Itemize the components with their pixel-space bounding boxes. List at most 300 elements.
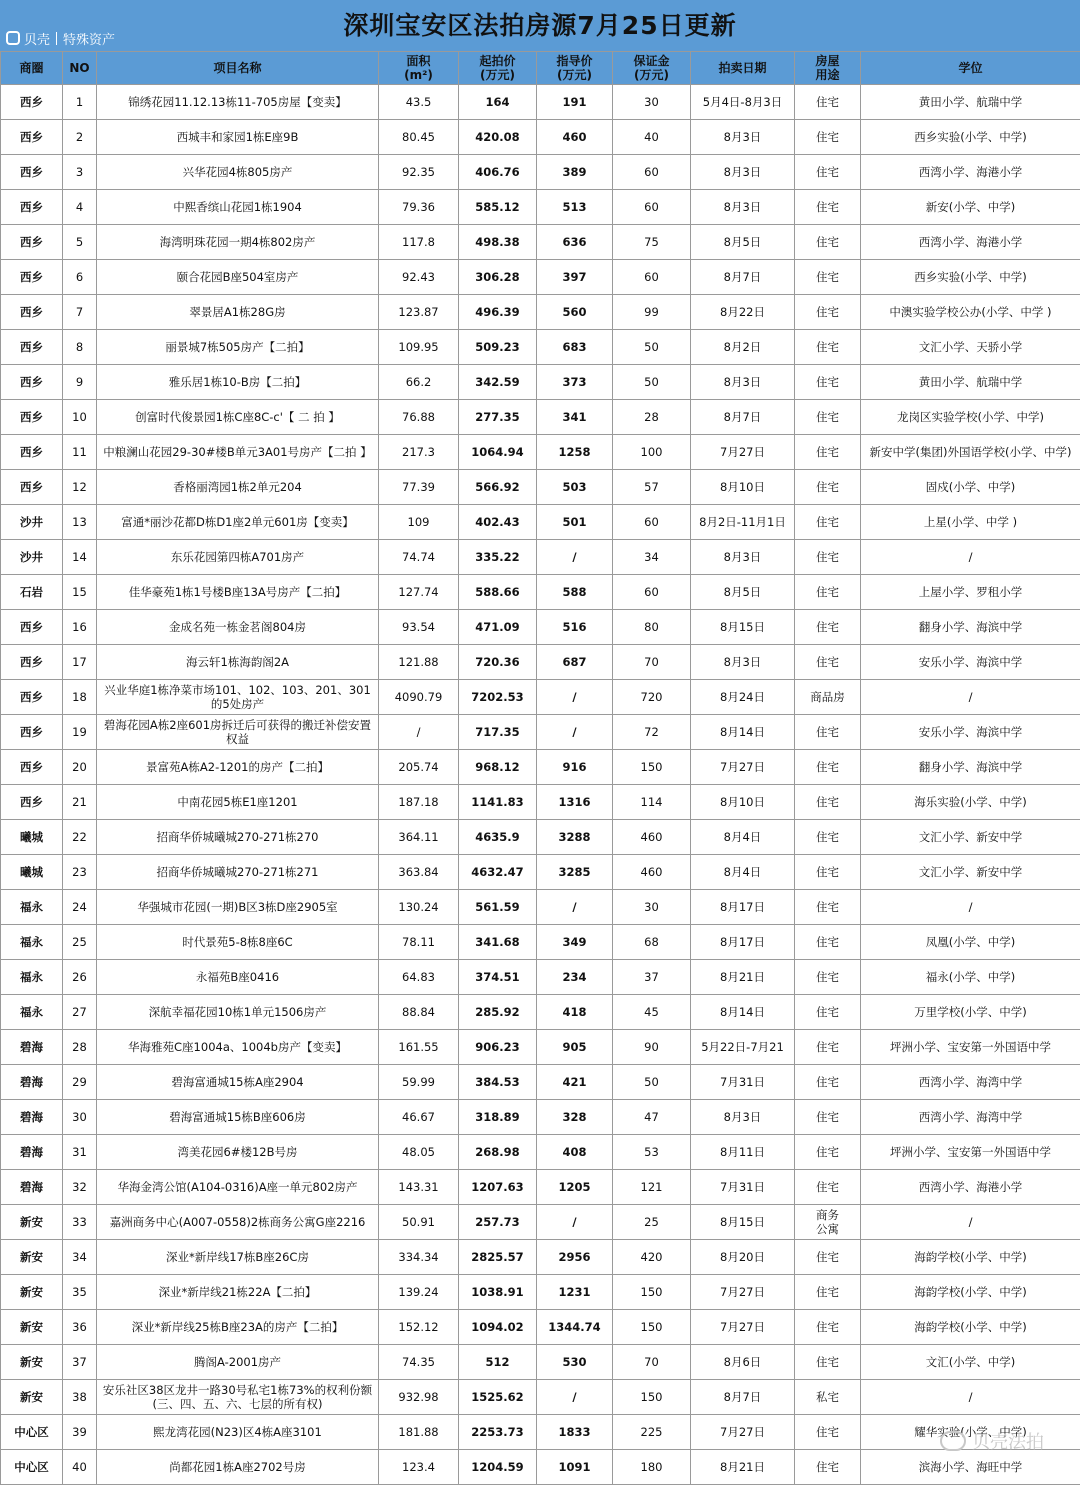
deposit-cell: 90 (613, 1030, 691, 1065)
start-price-cell: 341.68 (459, 925, 537, 960)
deposit-cell: 70 (613, 645, 691, 680)
start-price-cell: 1038.91 (459, 1275, 537, 1310)
school-cell: / (861, 680, 1080, 715)
auction-date-cell: 7月31日 (691, 1065, 795, 1100)
auction-date-cell: 8月2日-11月1日 (691, 505, 795, 540)
auction-date-cell: 8月3日 (691, 190, 795, 225)
area-cell: 48.05 (379, 1135, 459, 1170)
auction-date-cell: 7月27日 (691, 435, 795, 470)
auction-date-cell: 8月3日 (691, 645, 795, 680)
usage-cell: 住宅 (795, 330, 861, 365)
usage-cell: 住宅 (795, 575, 861, 610)
number-cell: 2 (63, 120, 97, 155)
area-cell: 77.39 (379, 470, 459, 505)
auction-date-cell: 8月3日 (691, 540, 795, 575)
table-row (1, 680, 1080, 715)
start-price-cell: 4635.9 (459, 820, 537, 855)
auction-date-cell: 8月24日 (691, 680, 795, 715)
project-cell: 金成名苑一栋金茗阁804房 (97, 610, 379, 645)
area-cell: 43.5 (379, 85, 459, 120)
deposit-cell: 60 (613, 155, 691, 190)
auction-date-cell: 8月7日 (691, 1380, 795, 1415)
table-row (1, 1030, 1080, 1065)
guide-price-cell: 1205 (537, 1170, 613, 1205)
district-cell: 新安 (1, 1275, 63, 1310)
district-cell: 碧海 (1, 1135, 63, 1170)
number-cell: 5 (63, 225, 97, 260)
auction-date-cell: 8月2日 (691, 330, 795, 365)
table-row (1, 365, 1080, 400)
project-cell: 景富苑A栋A2-1201的房产【二拍】 (97, 750, 379, 785)
project-cell: 中熙香缤山花园1栋1904 (97, 190, 379, 225)
number-cell: 40 (63, 1450, 97, 1485)
school-cell: 海韵学校(小学、中学) (861, 1310, 1080, 1345)
deposit-cell: 30 (613, 890, 691, 925)
district-cell: 西乡 (1, 785, 63, 820)
usage-cell: 住宅 (795, 925, 861, 960)
table-row (1, 1380, 1080, 1415)
guide-price-cell: 397 (537, 260, 613, 295)
guide-price-cell: 636 (537, 225, 613, 260)
usage-cell: 住宅 (795, 995, 861, 1030)
project-cell: 海云轩1栋海韵阁2A (97, 645, 379, 680)
deposit-cell: 60 (613, 505, 691, 540)
usage-cell: 住宅 (795, 1450, 861, 1485)
district-cell: 福永 (1, 925, 63, 960)
table-row (1, 750, 1080, 785)
start-price-cell: 1094.02 (459, 1310, 537, 1345)
start-price-cell: 968.12 (459, 750, 537, 785)
project-cell: 佳华豪苑1栋1号楼B座13A号房产【二拍】 (97, 575, 379, 610)
district-cell: 中心区 (1, 1450, 63, 1485)
area-cell: 109.95 (379, 330, 459, 365)
deposit-cell: 68 (613, 925, 691, 960)
area-cell: 92.35 (379, 155, 459, 190)
guide-price-cell: 408 (537, 1135, 613, 1170)
start-price-cell: 384.53 (459, 1065, 537, 1100)
guide-price-cell: 341 (537, 400, 613, 435)
start-price-cell: 318.89 (459, 1100, 537, 1135)
area-cell: 187.18 (379, 785, 459, 820)
project-cell: 尚都花园1栋A座2702号房 (97, 1450, 379, 1485)
usage-cell: 住宅 (795, 190, 861, 225)
school-cell: / (861, 1380, 1080, 1415)
brand-sub: 特殊资产 (63, 32, 116, 48)
district-cell: 福永 (1, 890, 63, 925)
brand-name: 贝壳 (24, 32, 51, 48)
start-price-cell: 498.38 (459, 225, 537, 260)
table-row (1, 470, 1080, 505)
number-cell: 22 (63, 820, 97, 855)
area-cell: 364.11 (379, 820, 459, 855)
project-cell: 腾阁A-2001房产 (97, 1345, 379, 1380)
district-cell: 新安 (1, 1205, 63, 1240)
area-cell: 127.74 (379, 575, 459, 610)
table-row (1, 890, 1080, 925)
table-row (1, 540, 1080, 575)
number-cell: 15 (63, 575, 97, 610)
area-cell: 79.36 (379, 190, 459, 225)
deposit-cell: 150 (613, 750, 691, 785)
number-cell: 29 (63, 1065, 97, 1100)
district-cell: 碧海 (1, 1065, 63, 1100)
start-price-cell: 906.23 (459, 1030, 537, 1065)
table-row (1, 855, 1080, 890)
usage-cell: 住宅 (795, 1415, 861, 1450)
start-price-cell: 2825.57 (459, 1240, 537, 1275)
deposit-cell: 50 (613, 330, 691, 365)
start-price-cell: 496.39 (459, 295, 537, 330)
project-cell: 招商华侨城曦城270-271栋271 (97, 855, 379, 890)
table-row (1, 785, 1080, 820)
start-price-cell: 374.51 (459, 960, 537, 995)
auction-date-cell: 8月10日 (691, 785, 795, 820)
area-cell: 123.87 (379, 295, 459, 330)
guide-price-cell: 588 (537, 575, 613, 610)
school-cell: 西湾小学、海港小学 (861, 155, 1080, 190)
start-price-cell: 406.76 (459, 155, 537, 190)
table-row (1, 820, 1080, 855)
start-price-cell: 1141.83 (459, 785, 537, 820)
table-body (1, 85, 1080, 1485)
auction-date-cell: 8月3日 (691, 120, 795, 155)
deposit-cell: 30 (613, 85, 691, 120)
deposit-cell: 150 (613, 1380, 691, 1415)
number-cell: 30 (63, 1100, 97, 1135)
area-cell: 59.99 (379, 1065, 459, 1100)
guide-price-cell: 328 (537, 1100, 613, 1135)
number-cell: 31 (63, 1135, 97, 1170)
guide-price-cell: 1231 (537, 1275, 613, 1310)
auction-date-cell: 8月3日 (691, 1100, 795, 1135)
school-cell: 福永(小学、中学) (861, 960, 1080, 995)
auction-date-cell: 5月22日-7月21 (691, 1030, 795, 1065)
table-row (1, 85, 1080, 120)
table-row (1, 1345, 1080, 1380)
school-cell: 滨海小学、海旺中学 (861, 1450, 1080, 1485)
number-cell: 8 (63, 330, 97, 365)
usage-cell: 私宅 (795, 1380, 861, 1415)
deposit-cell: 225 (613, 1415, 691, 1450)
usage-cell: 住宅 (795, 1135, 861, 1170)
number-cell: 14 (63, 540, 97, 575)
deposit-cell: 80 (613, 610, 691, 645)
guide-price-cell: / (537, 680, 613, 715)
table-row (1, 505, 1080, 540)
deposit-cell: 72 (613, 715, 691, 750)
area-cell: 205.74 (379, 750, 459, 785)
district-cell: 沙井 (1, 505, 63, 540)
usage-cell: 住宅 (795, 1170, 861, 1205)
guide-price-cell: 1258 (537, 435, 613, 470)
auction-date-cell: 8月5日 (691, 225, 795, 260)
district-cell: 西乡 (1, 645, 63, 680)
number-cell: 27 (63, 995, 97, 1030)
deposit-cell: 25 (613, 1205, 691, 1240)
start-price-cell: 285.92 (459, 995, 537, 1030)
deposit-cell: 60 (613, 575, 691, 610)
table-row (1, 120, 1080, 155)
guide-price-cell: 1344.74 (537, 1310, 613, 1345)
area-cell: 143.31 (379, 1170, 459, 1205)
table-row (1, 1065, 1080, 1100)
school-cell: / (861, 1205, 1080, 1240)
deposit-cell: 47 (613, 1100, 691, 1135)
header-usage-col: 房屋 用途 (795, 52, 861, 85)
area-cell: 92.43 (379, 260, 459, 295)
deposit-cell: 57 (613, 470, 691, 505)
school-cell: 坪洲小学、宝安第一外国语中学 (861, 1030, 1080, 1065)
header-deposit-col: 保证金 (万元) (613, 52, 691, 85)
area-cell: 932.98 (379, 1380, 459, 1415)
district-cell: 西乡 (1, 750, 63, 785)
number-cell: 19 (63, 715, 97, 750)
project-cell: 雅乐居1栋10-B房【二拍】 (97, 365, 379, 400)
district-cell: 新安 (1, 1240, 63, 1275)
auction-date-cell: 8月3日 (691, 365, 795, 400)
usage-cell: 住宅 (795, 225, 861, 260)
guide-price-cell: 683 (537, 330, 613, 365)
school-cell: 海乐实验(小学、中学) (861, 785, 1080, 820)
number-cell: 4 (63, 190, 97, 225)
auction-date-cell: 8月17日 (691, 925, 795, 960)
table-row (1, 260, 1080, 295)
school-cell: 西湾小学、海港小学 (861, 225, 1080, 260)
deposit-cell: 37 (613, 960, 691, 995)
school-cell: 上屋小学、罗租小学 (861, 575, 1080, 610)
school-cell: 文汇小学、新安中学 (861, 820, 1080, 855)
number-cell: 26 (63, 960, 97, 995)
number-cell: 9 (63, 365, 97, 400)
project-cell: 深航幸福花园10栋1单元1506房产 (97, 995, 379, 1030)
deposit-cell: 99 (613, 295, 691, 330)
usage-cell: 住宅 (795, 785, 861, 820)
area-cell: 46.67 (379, 1100, 459, 1135)
school-cell: 上星(小学、中学 ) (861, 505, 1080, 540)
auction-date-cell: 5月4日-8月3日 (691, 85, 795, 120)
auction-date-cell: 8月17日 (691, 890, 795, 925)
auction-date-cell: 8月7日 (691, 400, 795, 435)
district-cell: 西乡 (1, 295, 63, 330)
auction-date-cell: 7月31日 (691, 1170, 795, 1205)
guide-price-cell: 2956 (537, 1240, 613, 1275)
district-cell: 石岩 (1, 575, 63, 610)
start-price-cell: 512 (459, 1345, 537, 1380)
district-cell: 西乡 (1, 680, 63, 715)
area-cell: 161.55 (379, 1030, 459, 1065)
usage-cell: 住宅 (795, 1310, 861, 1345)
usage-cell: 商品房 (795, 680, 861, 715)
guide-price-cell: 1316 (537, 785, 613, 820)
area-cell: 181.88 (379, 1415, 459, 1450)
auction-date-cell: 7月27日 (691, 1310, 795, 1345)
table-row (1, 960, 1080, 995)
project-cell: 碧海富通城15栋A座2904 (97, 1065, 379, 1100)
usage-cell: 住宅 (795, 400, 861, 435)
guide-price-cell: 1833 (537, 1415, 613, 1450)
table-row (1, 400, 1080, 435)
deposit-cell: 28 (613, 400, 691, 435)
guide-price-cell: 389 (537, 155, 613, 190)
project-cell: 西城丰和家园1栋E座9B (97, 120, 379, 155)
header-project-col: 项目名称 (97, 52, 379, 85)
usage-cell: 住宅 (795, 960, 861, 995)
number-cell: 10 (63, 400, 97, 435)
deposit-cell: 53 (613, 1135, 691, 1170)
guide-price-cell: 916 (537, 750, 613, 785)
header-no-col: NO (63, 52, 97, 85)
guide-price-cell: / (537, 890, 613, 925)
district-cell: 西乡 (1, 610, 63, 645)
project-cell: 中粮澜山花园29-30#楼B单元3A01号房产【二拍 】 (97, 435, 379, 470)
area-cell: 74.74 (379, 540, 459, 575)
deposit-cell: 40 (613, 120, 691, 155)
number-cell: 36 (63, 1310, 97, 1345)
project-cell: 香格丽湾园1栋2单元204 (97, 470, 379, 505)
table-row (1, 295, 1080, 330)
school-cell: 西湾小学、海湾中学 (861, 1065, 1080, 1100)
usage-cell: 住宅 (795, 715, 861, 750)
brand-divider (56, 32, 57, 45)
project-cell: 中南花园5栋E1座1201 (97, 785, 379, 820)
auction-date-cell: 8月10日 (691, 470, 795, 505)
table-row (1, 1100, 1080, 1135)
shell-icon (6, 31, 20, 45)
auction-date-cell: 8月6日 (691, 1345, 795, 1380)
table-row (1, 1310, 1080, 1345)
start-price-cell: 268.98 (459, 1135, 537, 1170)
usage-cell: 住宅 (795, 295, 861, 330)
district-cell: 福永 (1, 960, 63, 995)
project-cell: 嘉洲商务中心(A007-0558)2栋商务公寓G座2216 (97, 1205, 379, 1240)
deposit-cell: 70 (613, 1345, 691, 1380)
number-cell: 18 (63, 680, 97, 715)
deposit-cell: 75 (613, 225, 691, 260)
table-row (1, 155, 1080, 190)
school-cell: 文汇(小学、中学) (861, 1345, 1080, 1380)
district-cell: 碧海 (1, 1170, 63, 1205)
start-price-cell: 4632.47 (459, 855, 537, 890)
district-cell: 新安 (1, 1380, 63, 1415)
usage-cell: 住宅 (795, 855, 861, 890)
number-cell: 12 (63, 470, 97, 505)
auction-date-cell: 8月15日 (691, 1205, 795, 1240)
start-price-cell: 471.09 (459, 610, 537, 645)
area-cell: 217.3 (379, 435, 459, 470)
header-date-col: 拍卖日期 (691, 52, 795, 85)
area-cell: 80.45 (379, 120, 459, 155)
school-cell: 黄田小学、航瑞中学 (861, 85, 1080, 120)
district-cell: 西乡 (1, 470, 63, 505)
number-cell: 6 (63, 260, 97, 295)
area-cell: 123.4 (379, 1450, 459, 1485)
number-cell: 1 (63, 85, 97, 120)
number-cell: 13 (63, 505, 97, 540)
district-cell: 曦城 (1, 855, 63, 890)
project-cell: 创富时代俊景园1栋C座8C-c'【 二 拍 】 (97, 400, 379, 435)
usage-cell: 住宅 (795, 1275, 861, 1310)
start-price-cell: 561.59 (459, 890, 537, 925)
guide-price-cell: 905 (537, 1030, 613, 1065)
auction-date-cell: 8月4日 (691, 855, 795, 890)
start-price-cell: 585.12 (459, 190, 537, 225)
number-cell: 34 (63, 1240, 97, 1275)
auction-date-cell: 8月4日 (691, 820, 795, 855)
brand-logo (6, 27, 115, 49)
guide-price-cell: 1091 (537, 1450, 613, 1485)
start-price-cell: 1525.62 (459, 1380, 537, 1415)
table-row (1, 1415, 1080, 1450)
auction-date-cell: 8月14日 (691, 995, 795, 1030)
number-cell: 38 (63, 1380, 97, 1415)
header-guide-price-col: 指导价 (万元) (537, 52, 613, 85)
district-cell: 西乡 (1, 330, 63, 365)
project-cell: 时代景苑5-8栋8座6C (97, 925, 379, 960)
district-cell: 碧海 (1, 1030, 63, 1065)
usage-cell: 住宅 (795, 470, 861, 505)
header-size-col: 面积 (m²) (379, 52, 459, 85)
usage-cell: 住宅 (795, 820, 861, 855)
usage-cell: 住宅 (795, 890, 861, 925)
deposit-cell: 60 (613, 260, 691, 295)
auction-date-cell: 7月27日 (691, 1275, 795, 1310)
table-row (1, 1135, 1080, 1170)
school-cell: 西湾小学、海湾中学 (861, 1100, 1080, 1135)
number-cell: 7 (63, 295, 97, 330)
project-cell: 熙龙湾花园(N23)区4栋A座3101 (97, 1415, 379, 1450)
start-price-cell: 164 (459, 85, 537, 120)
guide-price-cell: / (537, 1205, 613, 1240)
district-cell: 新安 (1, 1310, 63, 1345)
auction-date-cell: 8月20日 (691, 1240, 795, 1275)
district-cell: 福永 (1, 995, 63, 1030)
school-cell: 翻身小学、海滨中学 (861, 750, 1080, 785)
start-price-cell: 566.92 (459, 470, 537, 505)
guide-price-cell: 421 (537, 1065, 613, 1100)
project-cell: 东乐花园第四栋A701房产 (97, 540, 379, 575)
number-cell: 37 (63, 1345, 97, 1380)
usage-cell: 住宅 (795, 365, 861, 400)
guide-price-cell: 349 (537, 925, 613, 960)
number-cell: 35 (63, 1275, 97, 1310)
table-row (1, 925, 1080, 960)
start-price-cell: 257.73 (459, 1205, 537, 1240)
start-price-cell: 717.35 (459, 715, 537, 750)
area-cell: 152.12 (379, 1310, 459, 1345)
district-cell: 西乡 (1, 715, 63, 750)
deposit-cell: 150 (613, 1310, 691, 1345)
area-cell: 117.8 (379, 225, 459, 260)
usage-cell: 住宅 (795, 85, 861, 120)
guide-price-cell: 513 (537, 190, 613, 225)
header-start-price-col: 起拍价 (万元) (459, 52, 537, 85)
deposit-cell: 45 (613, 995, 691, 1030)
start-price-cell: 1207.63 (459, 1170, 537, 1205)
project-cell: 深业*新岸线25栋B座23A的房产【二拍】 (97, 1310, 379, 1345)
number-cell: 24 (63, 890, 97, 925)
school-cell: 凤凰(小学、中学) (861, 925, 1080, 960)
start-price-cell: 342.59 (459, 365, 537, 400)
school-cell: 西湾小学、海港小学 (861, 1170, 1080, 1205)
guide-price-cell: 418 (537, 995, 613, 1030)
guide-price-cell: 191 (537, 85, 613, 120)
area-cell: 334.34 (379, 1240, 459, 1275)
district-cell: 西乡 (1, 85, 63, 120)
district-cell: 曦城 (1, 820, 63, 855)
table-row (1, 1205, 1080, 1240)
area-cell: 4090.79 (379, 680, 459, 715)
number-cell: 20 (63, 750, 97, 785)
